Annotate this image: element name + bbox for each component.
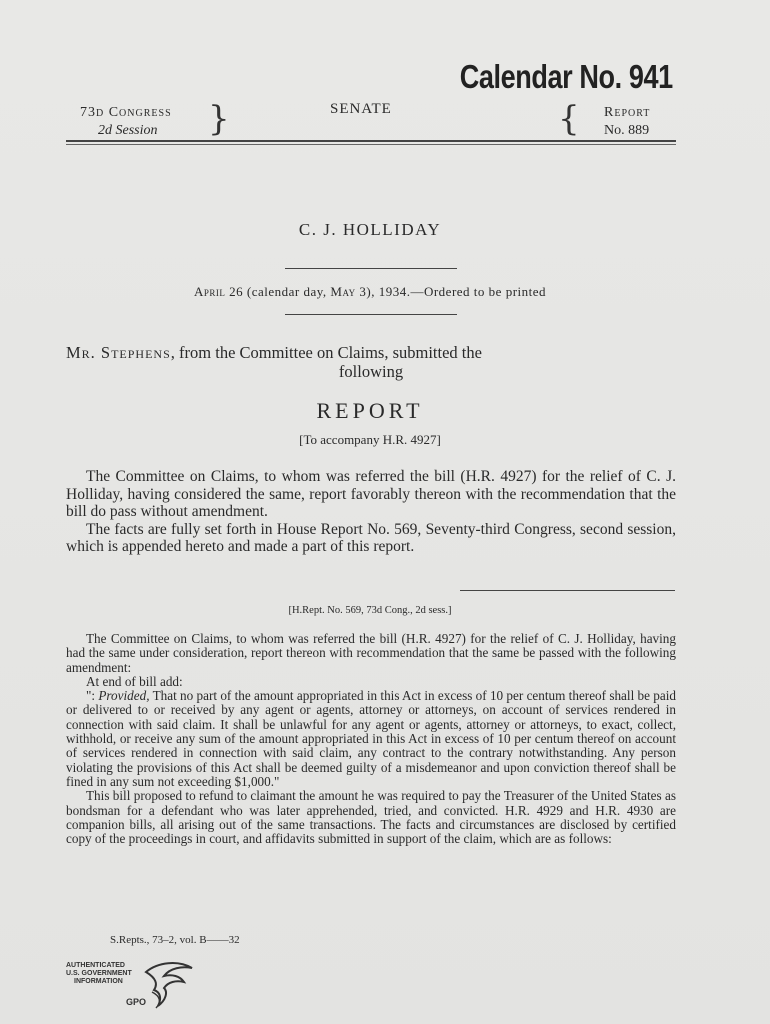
house-report-reference: [H.Rept. No. 569, 73d Cong., 2d sess.]	[288, 605, 452, 616]
chamber-label: SENATE	[330, 101, 392, 117]
house-report-body	[66, 632, 676, 846]
calendar-number: Calendar No. 941	[459, 58, 673, 95]
session-label: 2d Session	[98, 123, 158, 138]
proviso-text: That no part of the amount appropriated in this Act in excess of 10 per centum thereof shall be paid or delivered to or received by any agent or agents, attorney or attorneys, on account of services rendered in connection with said claim. It shall be unlawful for any agent or agents, attorney or attorneys, to exact, collect, withhold, or receive any sum of the amount appropriated in this Act in excess of 10 per centum thereof on account of services rendered in connection with said claim, any contract to the contrary notwithstanding. Any person violating the provisions of this Act shall be deemed guilty of a misdemeanor and upon conviction thereof shall be fined in any sum not exceeding $1,000."	[66, 688, 676, 789]
house-paragraph-1: The Committee on Claims, to whom was referred the bill (H.R. 4927) for the relief of C. J. Holliday, having had the same under consideration, report thereon with recommendation that the same be passed with the following amendment:	[66, 631, 676, 675]
house-paragraph-3	[66, 689, 676, 789]
header-rule	[66, 140, 676, 142]
house-paragraph-4: This bill proposed to refund to claimant the amount he was required to pay the Treasurer of the United States as bondsman for a defendant who was later apprehended, tried, and convicted. H.R. 4929 and H.R. 4930 are companion bills, all arising out of the same transactions. The facts and circumstances are disclosed by certified copy of the proceedings in court, and affidavits submitted in support of the claim, which are as follows:	[66, 788, 676, 847]
date-mid: (calendar day,	[243, 284, 331, 299]
date-may: May 3	[330, 284, 367, 299]
date-rest: ), 1934.—Ordered to be printed	[366, 284, 547, 299]
report-body	[66, 468, 676, 556]
document-title: C. J. HOLLIDAY	[298, 220, 442, 239]
dateline-rule	[285, 314, 457, 315]
footnote: S.Repts., 73–2, vol. B——32	[110, 934, 240, 946]
left-brace: }	[208, 99, 230, 139]
house-paragraph-2: At end of bill add:	[86, 673, 183, 689]
accompany-note: [To accompany H.R. 4927]	[299, 432, 441, 447]
gpo-seal-line3: INFORMATION	[74, 978, 123, 985]
submitted-rest: , from the Committee on Claims, submitted the	[170, 343, 482, 362]
senator-name: Mr. Stephens	[66, 343, 171, 362]
date-april: April 26	[193, 284, 244, 299]
right-brace: {	[558, 99, 580, 139]
submitted-following: following	[338, 362, 404, 381]
congress-label: 73d Congress	[80, 105, 172, 120]
congress-session	[80, 104, 172, 140]
report-paragraph-2: The facts are fully set forth in House Report No. 569, Seventy-third Congress, second session, which is appended hereto and made a part of this report.	[66, 520, 676, 555]
gpo-seal-line4: GPO	[126, 997, 147, 1007]
gpo-seal-line2: U.S. GOVERNMENT	[66, 970, 132, 977]
submitted-by	[66, 343, 676, 381]
report-no: No. 889	[604, 123, 650, 138]
dateline	[0, 284, 740, 300]
report-paragraph-1: The Committee on Claims, to whom was referred the bill (H.R. 4927) for the relief of C. J. Holliday, having considered the same, report favorably thereon with the recommendation that the bill do pass without amendment.	[66, 468, 676, 520]
proviso-italic: Provided,	[98, 688, 150, 704]
gpo-seal-line1: AUTHENTICATED	[66, 962, 125, 969]
gpo-authentication-seal	[66, 962, 196, 1012]
report-number	[604, 104, 650, 140]
proviso-open: ":	[86, 688, 99, 704]
title-rule	[285, 268, 457, 269]
header-rule-thin	[66, 144, 676, 145]
report-label: Report	[604, 105, 651, 120]
report-heading: REPORT	[316, 398, 424, 423]
section-rule	[460, 590, 675, 591]
eagle-logo-icon	[138, 962, 198, 1010]
